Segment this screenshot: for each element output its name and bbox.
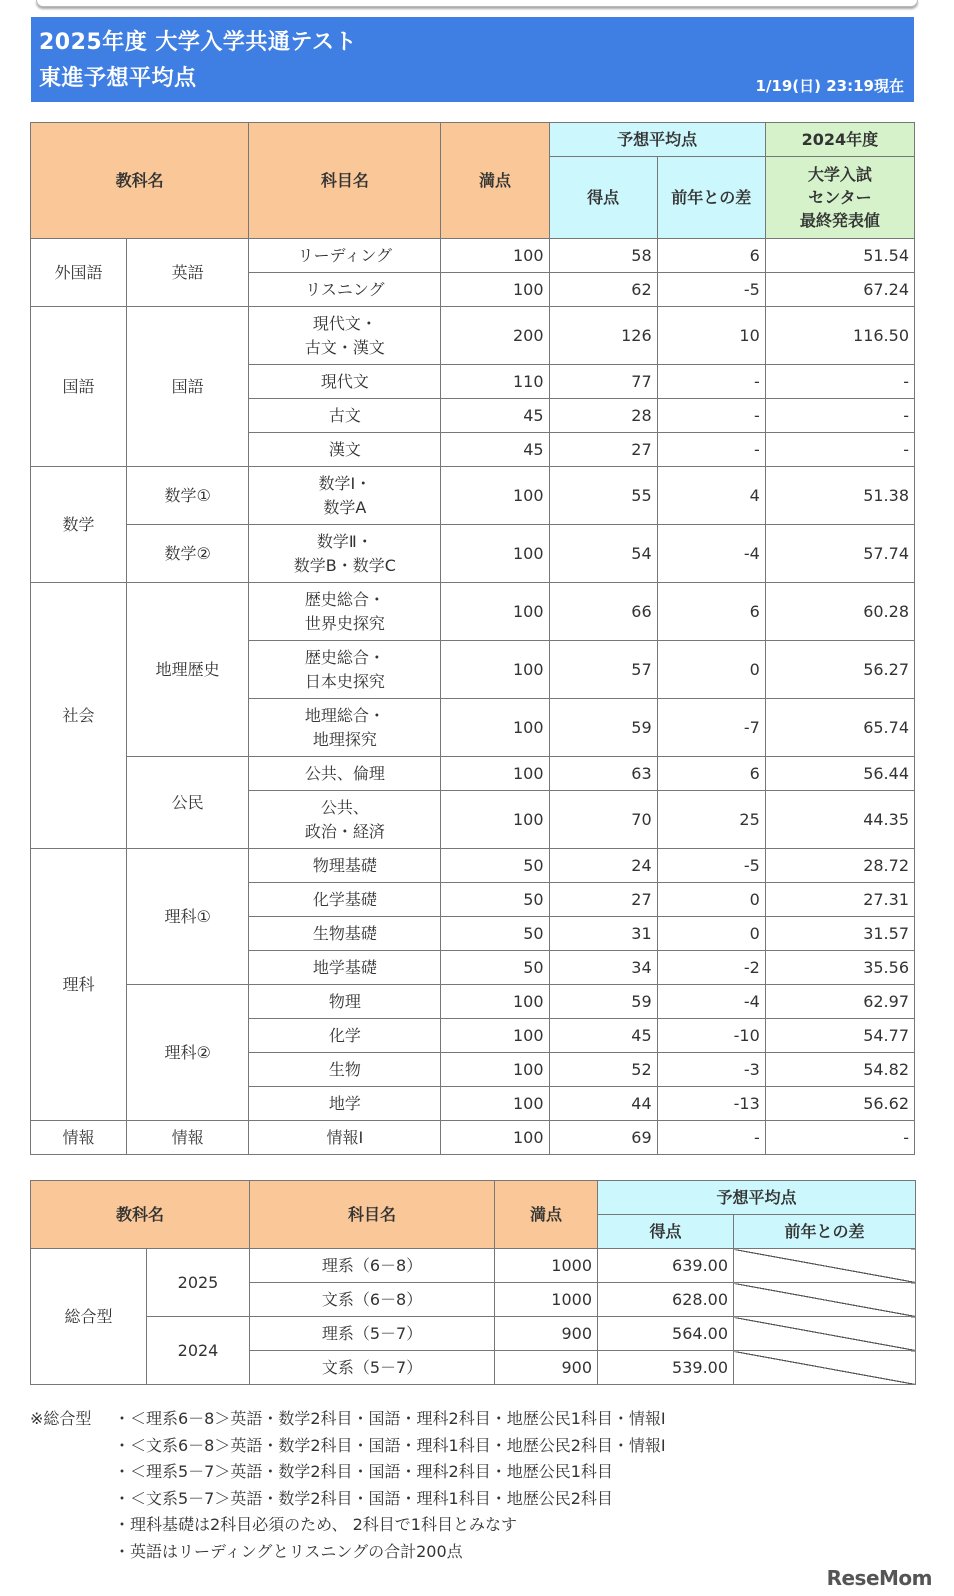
subject-name-line: 地学 bbox=[328, 1093, 361, 1113]
note-item: ・＜文系6－8＞英語・数学2科目・国語・理科1科目・地歴公民2科目・情報Ⅰ bbox=[114, 1435, 666, 1455]
center-final-2024: 116.50 bbox=[765, 307, 914, 365]
diff-from-last-year: -3 bbox=[657, 1053, 765, 1087]
subject-name-line: 日本史探究 bbox=[304, 671, 385, 691]
subject-group-label: 理科① bbox=[127, 849, 249, 985]
full-score: 50 bbox=[441, 883, 549, 917]
table-row bbox=[31, 849, 915, 883]
sum-header-subject: 科目名 bbox=[250, 1181, 495, 1249]
full-score: 100 bbox=[441, 985, 549, 1019]
diff-from-last-year: -10 bbox=[657, 1019, 765, 1053]
subject-group-label: 情報 bbox=[127, 1121, 249, 1155]
full-score: 100 bbox=[441, 467, 549, 525]
full-score: 110 bbox=[441, 365, 549, 399]
predicted-score: 31 bbox=[549, 917, 657, 951]
page-subtitle: 東進予想平均点 bbox=[39, 66, 197, 91]
subject-name bbox=[249, 1053, 441, 1087]
full-score: 200 bbox=[441, 307, 549, 365]
subject-name bbox=[249, 1019, 441, 1053]
subject-name-line: 公共、倫理 bbox=[304, 763, 385, 783]
subject-name-line: 数学A bbox=[323, 497, 367, 517]
subject-name-line: 現代文 bbox=[320, 371, 369, 391]
predicted-score: 28 bbox=[549, 399, 657, 433]
full-score: 100 bbox=[441, 699, 549, 757]
subject-name-line: リスニング bbox=[305, 279, 385, 299]
predicted-score: 70 bbox=[549, 791, 657, 849]
center-final-2024: 51.54 bbox=[765, 239, 914, 273]
center-final-2024: 51.38 bbox=[765, 467, 914, 525]
subject-name-line: 数学B・数学C bbox=[293, 555, 396, 575]
center-final-2024: 65.74 bbox=[765, 699, 914, 757]
note-item: ・理科基礎は2科目必須のため、 2科目で1科目とみなす bbox=[114, 1515, 517, 1535]
diff-from-last-year: 4 bbox=[657, 467, 765, 525]
full-score: 45 bbox=[441, 399, 549, 433]
sum-diff-empty bbox=[734, 1283, 916, 1317]
sum-header-predicted-avg: 予想平均点 bbox=[598, 1181, 916, 1215]
predicted-score: 27 bbox=[549, 433, 657, 467]
title-banner bbox=[31, 17, 914, 102]
full-score: 100 bbox=[441, 1053, 549, 1087]
diff-from-last-year: -4 bbox=[657, 525, 765, 583]
diff-from-last-year: -13 bbox=[657, 1087, 765, 1121]
subject-group-label: 数学① bbox=[127, 467, 249, 525]
center-final-2024: - bbox=[765, 1121, 914, 1155]
diff-from-last-year: 6 bbox=[657, 239, 765, 273]
diff-from-last-year: 25 bbox=[657, 791, 765, 849]
subject-name bbox=[249, 951, 441, 985]
header-score: 得点 bbox=[549, 157, 657, 239]
predicted-score: 58 bbox=[549, 239, 657, 273]
center-final-2024: 62.97 bbox=[765, 985, 914, 1019]
full-score: 100 bbox=[441, 273, 549, 307]
subject-name bbox=[249, 917, 441, 951]
predicted-score: 126 bbox=[549, 307, 657, 365]
sum-header-score: 得点 bbox=[598, 1215, 734, 1249]
diff-from-last-year: - bbox=[657, 1121, 765, 1155]
sum-full-score: 900 bbox=[495, 1351, 598, 1385]
diff-from-last-year: -5 bbox=[657, 849, 765, 883]
subject-name bbox=[249, 791, 441, 849]
subject-name bbox=[249, 433, 441, 467]
subject-name-line: 世界史探究 bbox=[304, 613, 385, 633]
sum-year-2025: 2025 bbox=[147, 1249, 250, 1317]
predicted-score: 57 bbox=[549, 641, 657, 699]
sum-header-full-score: 満点 bbox=[495, 1181, 598, 1249]
subject-group-label: 国語 bbox=[127, 307, 249, 467]
diff-from-last-year: 6 bbox=[657, 583, 765, 641]
diff-from-last-year: -7 bbox=[657, 699, 765, 757]
subject-name-line: 古文 bbox=[328, 405, 361, 425]
subject-name-line: 歴史総合・ bbox=[304, 648, 385, 668]
note-item: ・＜文系5－7＞英語・数学2科目・国語・理科1科目・地歴公民2科目 bbox=[114, 1488, 613, 1508]
notes-list bbox=[30, 1406, 666, 1566]
table-row bbox=[31, 307, 915, 365]
full-score: 100 bbox=[441, 791, 549, 849]
center-final-2024: 27.31 bbox=[765, 883, 914, 917]
table-row bbox=[31, 985, 915, 1019]
header-center-final-line3: 最終発表値 bbox=[799, 211, 880, 231]
header-subject: 科目名 bbox=[249, 123, 441, 239]
diff-from-last-year: - bbox=[657, 399, 765, 433]
sum-score: 639.00 bbox=[598, 1249, 734, 1283]
subject-area-label: 外国語 bbox=[31, 239, 127, 307]
predicted-score: 62 bbox=[549, 273, 657, 307]
center-final-2024: 54.77 bbox=[765, 1019, 914, 1053]
header-year-2024: 2024年度 bbox=[765, 123, 914, 157]
header-center-final-line1: 大学入試 bbox=[807, 164, 872, 184]
diff-from-last-year: 10 bbox=[657, 307, 765, 365]
sum-subject: 理系（5－7） bbox=[250, 1317, 495, 1351]
subject-name-line: 地理総合・ bbox=[304, 706, 385, 726]
subject-name bbox=[249, 641, 441, 699]
subject-name bbox=[249, 307, 441, 365]
center-final-2024: 56.44 bbox=[765, 757, 914, 791]
sum-subject: 文系（5－7） bbox=[250, 1351, 495, 1385]
subject-area-label: 理科 bbox=[31, 849, 127, 1121]
center-final-2024: 44.35 bbox=[765, 791, 914, 849]
page-title: 2025年度 大学入学共通テスト bbox=[39, 30, 358, 55]
diff-from-last-year: -2 bbox=[657, 951, 765, 985]
subject-group-label: 理科② bbox=[127, 985, 249, 1121]
diff-from-last-year: -4 bbox=[657, 985, 765, 1019]
subject-name bbox=[249, 239, 441, 273]
header-predicted-avg: 予想平均点 bbox=[549, 123, 765, 157]
table-row bbox=[31, 525, 915, 583]
header-diff: 前年との差 bbox=[657, 157, 765, 239]
center-final-2024: 57.74 bbox=[765, 525, 914, 583]
sum-subject: 理系（6－8） bbox=[250, 1249, 495, 1283]
note-item: ・＜理系6－8＞英語・数学2科目・国語・理科2科目・地歴公民1科目・情報Ⅰ bbox=[114, 1409, 666, 1428]
subject-name-line: 物理基礎 bbox=[312, 855, 377, 875]
subject-name-line: 数学Ⅱ・ bbox=[316, 532, 373, 552]
subject-name-line: 物理 bbox=[328, 991, 361, 1011]
note-item: ・英語はリーディングとリスニングの合計200点 bbox=[114, 1541, 463, 1561]
subject-name-line: 情報Ⅰ bbox=[326, 1127, 364, 1147]
subject-name bbox=[249, 399, 441, 433]
center-final-2024: 31.57 bbox=[765, 917, 914, 951]
center-final-2024: 35.56 bbox=[765, 951, 914, 985]
full-score: 100 bbox=[441, 239, 549, 273]
sum-header-diff: 前年との差 bbox=[734, 1215, 916, 1249]
subject-name-line: 公共、 bbox=[320, 798, 369, 818]
center-final-2024: - bbox=[765, 433, 914, 467]
sum-year-2024: 2024 bbox=[147, 1317, 250, 1385]
full-score: 50 bbox=[441, 951, 549, 985]
subject-name bbox=[249, 849, 441, 883]
subject-name-line: 化学基礎 bbox=[312, 889, 377, 909]
subject-name bbox=[249, 883, 441, 917]
center-final-2024: 56.27 bbox=[765, 641, 914, 699]
full-score: 100 bbox=[441, 1087, 549, 1121]
sum-full-score: 1000 bbox=[495, 1249, 598, 1283]
center-final-2024: 56.62 bbox=[765, 1087, 914, 1121]
header-center-final-line2: センター bbox=[808, 187, 872, 207]
table-row bbox=[31, 239, 915, 273]
center-final-2024: 67.24 bbox=[765, 273, 914, 307]
subject-name-line: 生物基礎 bbox=[312, 923, 377, 943]
header-center-final bbox=[765, 157, 914, 239]
subject-name bbox=[249, 699, 441, 757]
predicted-score: 66 bbox=[549, 583, 657, 641]
table-row bbox=[31, 1121, 915, 1155]
table-row bbox=[31, 467, 915, 525]
sum-full-score: 1000 bbox=[495, 1283, 598, 1317]
table-row bbox=[31, 757, 915, 791]
full-score: 100 bbox=[441, 525, 549, 583]
full-score: 100 bbox=[441, 1121, 549, 1155]
diff-from-last-year: 0 bbox=[657, 917, 765, 951]
subject-group-label: 地理歴史 bbox=[127, 583, 249, 757]
header-full-score: 満点 bbox=[441, 123, 549, 239]
predicted-score: 34 bbox=[549, 951, 657, 985]
subject-name-line: 地学基礎 bbox=[312, 957, 377, 977]
predicted-score: 24 bbox=[549, 849, 657, 883]
predicted-score: 27 bbox=[549, 883, 657, 917]
diff-from-last-year: 0 bbox=[657, 641, 765, 699]
table-row bbox=[31, 583, 915, 641]
subject-name bbox=[249, 273, 441, 307]
header-subject-area: 教科名 bbox=[31, 123, 249, 239]
sum-score: 564.00 bbox=[598, 1317, 734, 1351]
predicted-average-table bbox=[30, 122, 915, 1155]
full-score: 100 bbox=[441, 641, 549, 699]
subject-area-label: 情報 bbox=[31, 1121, 127, 1155]
subject-name bbox=[249, 583, 441, 641]
diff-from-last-year: -5 bbox=[657, 273, 765, 307]
sum-header-subject-area: 教科名 bbox=[31, 1181, 250, 1249]
sum-group-label: 総合型 bbox=[31, 1249, 147, 1385]
subject-group-label: 公民 bbox=[127, 757, 249, 849]
subject-name-line: リーディング bbox=[297, 245, 393, 265]
subject-name-line: 古文・漢文 bbox=[304, 337, 385, 357]
subject-name-line: 漢文 bbox=[328, 439, 361, 459]
subject-name-line: 現代文・ bbox=[312, 314, 377, 334]
note-item: ・＜理系5－7＞英語・数学2科目・国語・理科2科目・地歴公民1科目 bbox=[114, 1462, 613, 1482]
subject-name bbox=[249, 757, 441, 791]
predicted-score: 45 bbox=[549, 1019, 657, 1053]
main-table-body bbox=[31, 239, 915, 1155]
sum-diff-empty bbox=[734, 1317, 916, 1351]
subject-name-line: 政治・経済 bbox=[304, 821, 385, 841]
subject-group-label: 英語 bbox=[127, 239, 249, 307]
sum-score: 628.00 bbox=[598, 1283, 734, 1317]
sum-diff-empty bbox=[734, 1249, 916, 1283]
predicted-score: 63 bbox=[549, 757, 657, 791]
full-score: 100 bbox=[441, 1019, 549, 1053]
predicted-score: 77 bbox=[549, 365, 657, 399]
subject-area-label: 社会 bbox=[31, 583, 127, 849]
diff-from-last-year: 6 bbox=[657, 757, 765, 791]
predicted-score: 69 bbox=[549, 1121, 657, 1155]
update-timestamp: 1/19(日) 23:19現在 bbox=[755, 77, 904, 95]
center-final-2024: 54.82 bbox=[765, 1053, 914, 1087]
sum-full-score: 900 bbox=[495, 1317, 598, 1351]
diff-from-last-year: 0 bbox=[657, 883, 765, 917]
composite-score-table bbox=[30, 1180, 916, 1385]
notes-label: ※総合型 bbox=[30, 1409, 92, 1428]
subject-name bbox=[249, 985, 441, 1019]
predicted-score: 52 bbox=[549, 1053, 657, 1087]
full-score: 50 bbox=[441, 917, 549, 951]
center-final-2024: - bbox=[765, 365, 914, 399]
subject-name bbox=[249, 467, 441, 525]
subject-area-label: 数学 bbox=[31, 467, 127, 583]
subject-area-label: 国語 bbox=[31, 307, 127, 467]
full-score: 45 bbox=[441, 433, 549, 467]
subject-name-line: 数学Ⅰ・ bbox=[318, 474, 372, 494]
sum-subject: 文系（6－8） bbox=[250, 1283, 495, 1317]
center-final-2024: - bbox=[765, 399, 914, 433]
subject-name bbox=[249, 525, 441, 583]
diff-from-last-year: - bbox=[657, 433, 765, 467]
subject-name bbox=[249, 1121, 441, 1155]
sum-diff-empty bbox=[734, 1351, 916, 1385]
top-decoration bbox=[36, 0, 918, 7]
center-final-2024: 28.72 bbox=[765, 849, 914, 883]
predicted-score: 59 bbox=[549, 985, 657, 1019]
subject-name-line: 生物 bbox=[328, 1059, 361, 1079]
subject-name-line: 歴史総合・ bbox=[304, 590, 385, 610]
resemom-watermark-logo: ReseMom bbox=[826, 1566, 932, 1590]
subject-name-line: 地理探究 bbox=[312, 729, 377, 749]
sum-score: 539.00 bbox=[598, 1351, 734, 1385]
subject-name bbox=[249, 1087, 441, 1121]
diff-from-last-year: - bbox=[657, 365, 765, 399]
predicted-score: 54 bbox=[549, 525, 657, 583]
predicted-score: 59 bbox=[549, 699, 657, 757]
full-score: 100 bbox=[441, 583, 549, 641]
subject-name-line: 化学 bbox=[328, 1025, 361, 1045]
subject-name bbox=[249, 365, 441, 399]
subject-group-label: 数学② bbox=[127, 525, 249, 583]
notes-section bbox=[30, 1406, 666, 1566]
predicted-score: 55 bbox=[549, 467, 657, 525]
center-final-2024: 60.28 bbox=[765, 583, 914, 641]
predicted-score: 44 bbox=[549, 1087, 657, 1121]
full-score: 100 bbox=[441, 757, 549, 791]
full-score: 50 bbox=[441, 849, 549, 883]
